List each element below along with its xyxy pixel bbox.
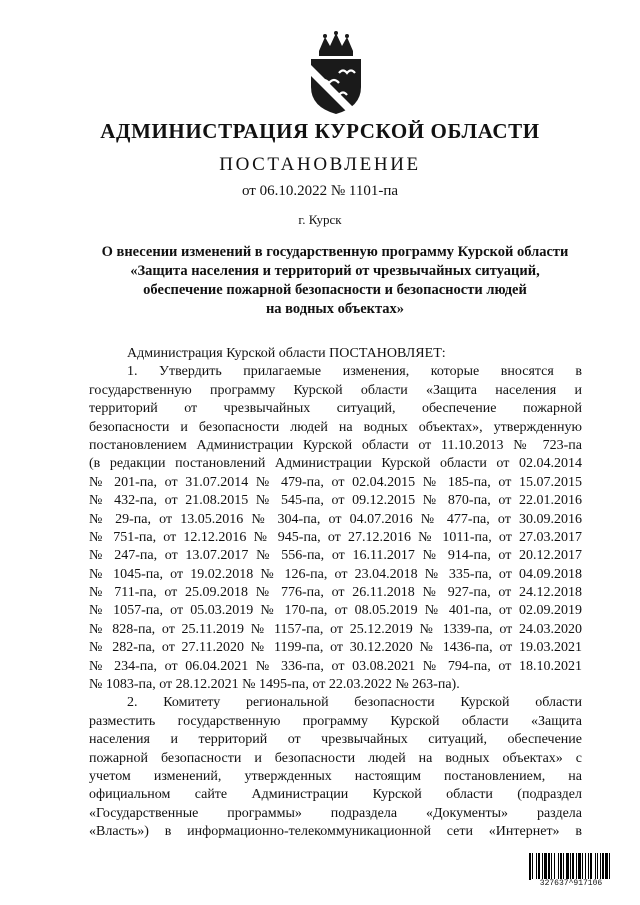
barcode-bar (609, 853, 610, 880)
barcode-bar (600, 853, 601, 880)
barcode-bar (576, 853, 577, 880)
document-body (89, 345, 582, 842)
document-subject (80, 243, 590, 319)
body-line: «Государственные программы» подраздела «Документы» раздела (89, 805, 582, 821)
barcode-bar (572, 853, 574, 880)
body-line: населения и территорий от чрезвычайных ситуаций, обеспечение (89, 732, 582, 748)
subject-line: О внесении изменений в государственную программу Курской области (101, 244, 569, 260)
barcode-bar (532, 853, 533, 880)
body-line: «Власть») в информационно-телекоммуникационной сети «Интернет» в (89, 824, 582, 840)
barcode-bar (602, 853, 604, 880)
body-line: № 282-па, от 27.11.2020 № 1199-па, от 30.12.2020 № 1436-па, от 19.03.2021 (89, 640, 582, 656)
body-line: № 234-па, от 06.04.2021 № 336-па, от 03.08.2021 № 794-па, от 18.10.2021 (89, 658, 582, 674)
body-line: № 1057-па, от 05.03.2019 № 170-па, от 08.05.2019 № 401-па, от 02.09.2019 (89, 603, 582, 619)
body-line: № 828-па, от 25.11.2019 № 1157-па, от 25.12.2019 № 1339-па, от 24.03.2020 (89, 621, 582, 637)
document-type: ПОСТАНОВЛЕНИЕ (219, 154, 421, 175)
barcode-bar (595, 853, 596, 880)
barcode-bar (551, 853, 552, 880)
barcode-bar (590, 853, 592, 880)
body-line: учетом изменений, утвержденных настоящим постановлением, на (89, 768, 582, 784)
body-line: № 29-па, от 13.05.2016 № 304-па, от 04.07.2016 № 477-па, от 30.09.2016 (89, 511, 582, 527)
body-line: № 1045-па, от 19.02.2018 № 126-па, от 23.04.2018 № 335-па, от 04.09.2018 (89, 566, 582, 582)
organization-title: АДМИНИСТРАЦИЯ КУРСКОЙ ОБЛАСТИ (100, 119, 540, 143)
coat-of-arms-icon (305, 31, 367, 115)
body-line: Администрация Курской области ПОСТАНОВЛЯЕТ: (127, 346, 446, 361)
barcode-bar (538, 853, 540, 880)
barcode-bar (570, 853, 571, 880)
barcode-bar (578, 853, 581, 880)
barcode-bar (554, 853, 555, 880)
body-line: безопасности и безопасности людей на водных объектах», утвержденную (89, 419, 582, 435)
body-line: 1. Утвердить прилагаемые изменения, которые вносятся в (127, 364, 582, 380)
document-city: г. Курск (298, 212, 342, 227)
body-line: официальном сайте Администрации Курской области (подраздел (89, 787, 582, 803)
subject-line: «Защита населения и территорий от чрезвычайных ситуаций, (130, 263, 540, 279)
barcode-bar (536, 853, 537, 880)
barcode-number: 327637^917106 (531, 879, 611, 889)
barcode-bar (529, 853, 531, 880)
barcode-bar (558, 853, 559, 880)
subject-line: на водных объектах» (265, 301, 405, 317)
body-line: пожарной безопасности и безопасности людей на водных объектах» с (89, 750, 582, 766)
body-line: разместить государственную программу Курской области «Защита (89, 713, 582, 729)
body-line: № 432-па, от 21.08.2015 № 545-па, от 09.12.2015 № 870-па, от 22.01.2016 (89, 493, 582, 509)
body-line: № 1083-па, от 28.12.2021 № 1495-па, от 22.03.2022 № 263-па). (89, 677, 460, 693)
barcode-bar (542, 853, 543, 880)
body-line: № 247-па, от 13.07.2017 № 556-па, от 16.11.2017 № 914-па, от 20.12.2017 (89, 548, 582, 564)
document-date-number: от 06.10.2022 № 1101-па (241, 183, 399, 199)
body-line: (в редакции постановлений Администрации Курской области от 02.04.2014 (89, 456, 582, 472)
barcode-bar (597, 853, 598, 880)
body-line: 2. Комитету региональной безопасности Курской области (127, 695, 582, 711)
barcode-bar (588, 853, 589, 880)
barcode-bar (548, 853, 550, 880)
body-line: № 751-па, от 12.12.2016 № 945-па, от 27.12.2016 № 1011-па, от 27.03.2017 (89, 529, 582, 545)
barcode-bar (566, 853, 569, 880)
barcode-bar (560, 853, 562, 880)
subject-line: обеспечение пожарной безопасности и безопасности людей (143, 282, 527, 298)
barcode-bar (544, 853, 547, 880)
barcode-bar (585, 853, 586, 880)
body-line: территорий от чрезвычайных ситуаций, обеспечение пожарной (89, 401, 582, 417)
body-line: постановлением Администрации Курской области от 11.10.2013 № 723-па (89, 437, 582, 453)
barcode-bar (605, 853, 608, 880)
body-line: государственную программу Курской области «Защита населения и (89, 382, 582, 398)
body-line: № 201-па, от 31.07.2014 № 479-па, от 02.04.2015 № 185-па, от 15.07.2015 (89, 474, 582, 490)
body-line: № 711-па, от 25.09.2018 № 776-па, от 26.11.2018 № 927-па, от 24.12.2018 (89, 585, 582, 601)
barcode-bar (563, 853, 564, 880)
barcode-bar (582, 853, 583, 880)
